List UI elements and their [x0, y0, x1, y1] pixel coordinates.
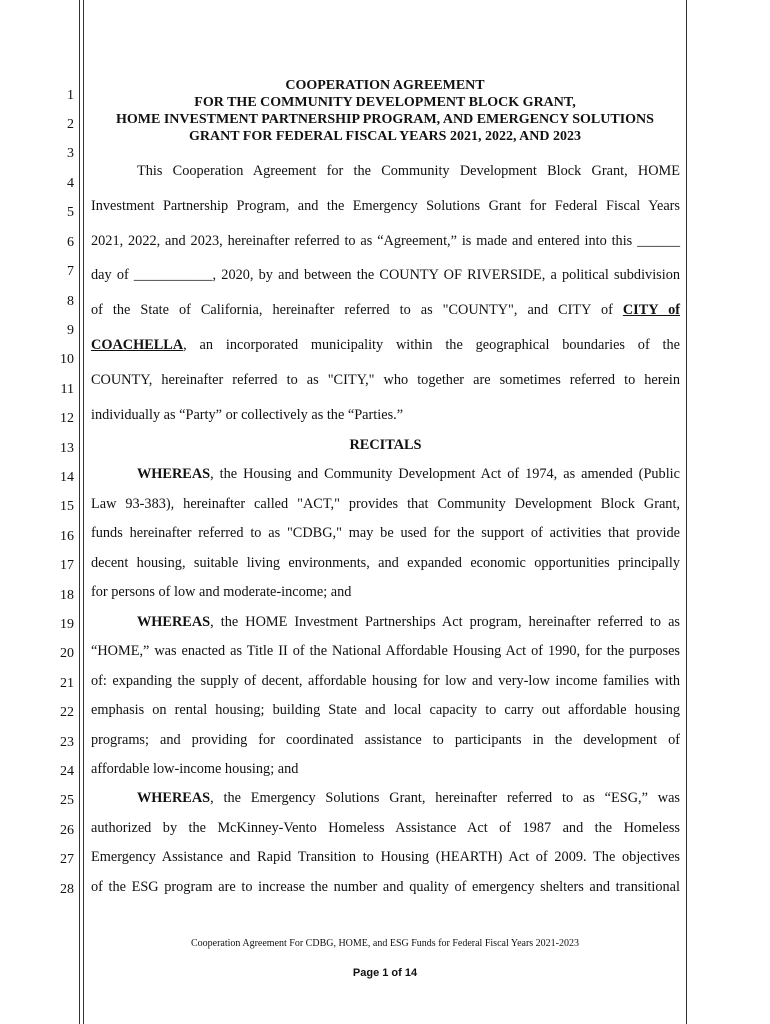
intro-line-1: This Cooperation Agreement for the Community Development Block Grant, HOME — [137, 163, 680, 179]
line-number: 24 — [60, 764, 74, 779]
whereas2-line-4: emphasis on rental housing; building State and local capacity to carry out affordable housing — [91, 702, 680, 718]
line-number: 11 — [60, 382, 74, 397]
line-number: 7 — [67, 264, 74, 279]
whereas3-line-3: Emergency Assistance and Rapid Transition to Housing (HEARTH) Act of 2009. The objectives — [91, 849, 680, 865]
line-number: 21 — [60, 676, 74, 691]
whereas2-keyword: WHEREAS — [137, 614, 211, 630]
line-number: 10 — [60, 352, 74, 367]
document-title-line-4: GRANT FOR FEDERAL FISCAL YEARS 2021, 2022, AND 2023 — [188, 129, 582, 144]
whereas3-line-4: of the ESG program are to increase the number and quality of emergency shelters and transitional — [91, 879, 680, 895]
whereas3-line-1-text: , the Emergency Solutions Grant, hereinafter referred to as “ESG,” was — [210, 790, 680, 806]
line-number: 22 — [60, 705, 74, 720]
line-number: 28 — [60, 882, 74, 897]
whereas3-line-2: authorized by the McKinney-Vento Homeless Assistance Act of 1987 and the Homeless — [91, 820, 680, 836]
whereas3-keyword: WHEREAS — [137, 790, 211, 806]
whereas3-line-1 — [91, 789, 680, 807]
line-number: 20 — [60, 646, 74, 661]
intro-line-8: individually as “Party” or collectively as the “Parties.” — [91, 407, 404, 423]
line-number: 3 — [67, 146, 74, 161]
intro-line-7: COUNTY, hereinafter referred to as "CITY," who together are sometimes referred to herein — [91, 372, 680, 388]
intro-line-3: 2021, 2022, and 2023, hereinafter referred to as “Agreement,” is made and entered into this ______ — [91, 233, 680, 249]
whereas2-line-1-text: , the HOME Investment Partnerships Act program, hereinafter referred to as — [210, 614, 680, 630]
page-number: Page 1 of 14 — [352, 967, 418, 979]
line-number: 25 — [60, 793, 74, 808]
line-number: 4 — [67, 176, 74, 191]
document-title-line-3: HOME INVESTMENT PARTNERSHIP PROGRAM, AND EMERGENCY SOLUTIONS — [116, 112, 654, 127]
line-number: 27 — [60, 852, 74, 867]
whereas2-line-6: affordable low-income housing; and — [91, 761, 299, 777]
city-name-part-2: COACHELLA — [91, 337, 184, 353]
line-number: 5 — [67, 205, 74, 220]
whereas2-line-5: programs; and providing for coordinated assistance to participants in the development of — [91, 732, 680, 748]
line-number: 19 — [60, 617, 74, 632]
whereas2-line-3: of: expanding the supply of decent, affordable housing for low and very-low income families with — [91, 673, 680, 689]
document-title-line-2: FOR THE COMMUNITY DEVELOPMENT BLOCK GRANT, — [194, 95, 576, 110]
line-number: 23 — [60, 735, 74, 750]
document-title-line-1: COOPERATION AGREEMENT — [285, 78, 485, 93]
line-number: 17 — [60, 558, 74, 573]
intro-line-5-text: of the State of California, hereinafter referred to as "COUNTY", and CITY of — [91, 302, 623, 318]
right-margin-rule — [686, 0, 687, 1024]
intro-line-6 — [91, 336, 680, 354]
line-number: 16 — [60, 529, 74, 544]
left-margin-rule-inner — [83, 0, 84, 1024]
line-number: 8 — [67, 294, 74, 309]
line-number: 2 — [67, 117, 74, 132]
whereas1-keyword: WHEREAS — [137, 466, 211, 482]
intro-line-4: day of ___________, 2020, by and between the COUNTY OF RIVERSIDE, a political subdivision — [91, 267, 680, 283]
city-name-part-1: CITY of — [622, 302, 680, 318]
left-margin-rule-outer — [79, 0, 80, 1024]
whereas1-line-3: funds hereinafter referred to as "CDBG," may be used for the support of activities that provide — [91, 525, 680, 541]
page-footer: Cooperation Agreement For CDBG, HOME, and ESG Funds for Federal Fiscal Years 2021-2023 — [190, 938, 580, 949]
intro-line-2: Investment Partnership Program, and the Emergency Solutions Grant for Federal Fiscal Years — [91, 198, 680, 214]
line-number: 12 — [60, 411, 74, 426]
line-number: 15 — [60, 499, 74, 514]
line-number: 1 — [67, 88, 74, 103]
line-number: 9 — [67, 323, 74, 338]
line-number: 18 — [60, 588, 74, 603]
intro-line-6-text: , an incorporated municipality within the geographical boundaries of the — [183, 337, 680, 353]
whereas1-line-5: for persons of low and moderate-income; and — [91, 584, 352, 600]
intro-line-5 — [91, 301, 680, 319]
whereas2-line-1 — [91, 613, 680, 631]
line-number: 14 — [60, 470, 74, 485]
line-number: 13 — [60, 441, 74, 456]
whereas1-line-2: Law 93-383), hereinafter called "ACT," provides that Community Development Block Grant, — [91, 496, 680, 512]
whereas2-line-2: “HOME,” was enacted as Title II of the National Affordable Housing Act of 1990, for the purposes — [91, 643, 680, 659]
recitals-heading: RECITALS — [349, 437, 422, 453]
whereas1-line-1-text: , the Housing and Community Development Act of 1974, as amended (Public — [210, 466, 680, 482]
line-number: 6 — [67, 235, 74, 250]
whereas1-line-4: decent housing, suitable living environments, and expanded economic opportunities principally — [91, 555, 680, 571]
whereas1-line-1 — [91, 465, 680, 483]
line-number: 26 — [60, 823, 74, 838]
